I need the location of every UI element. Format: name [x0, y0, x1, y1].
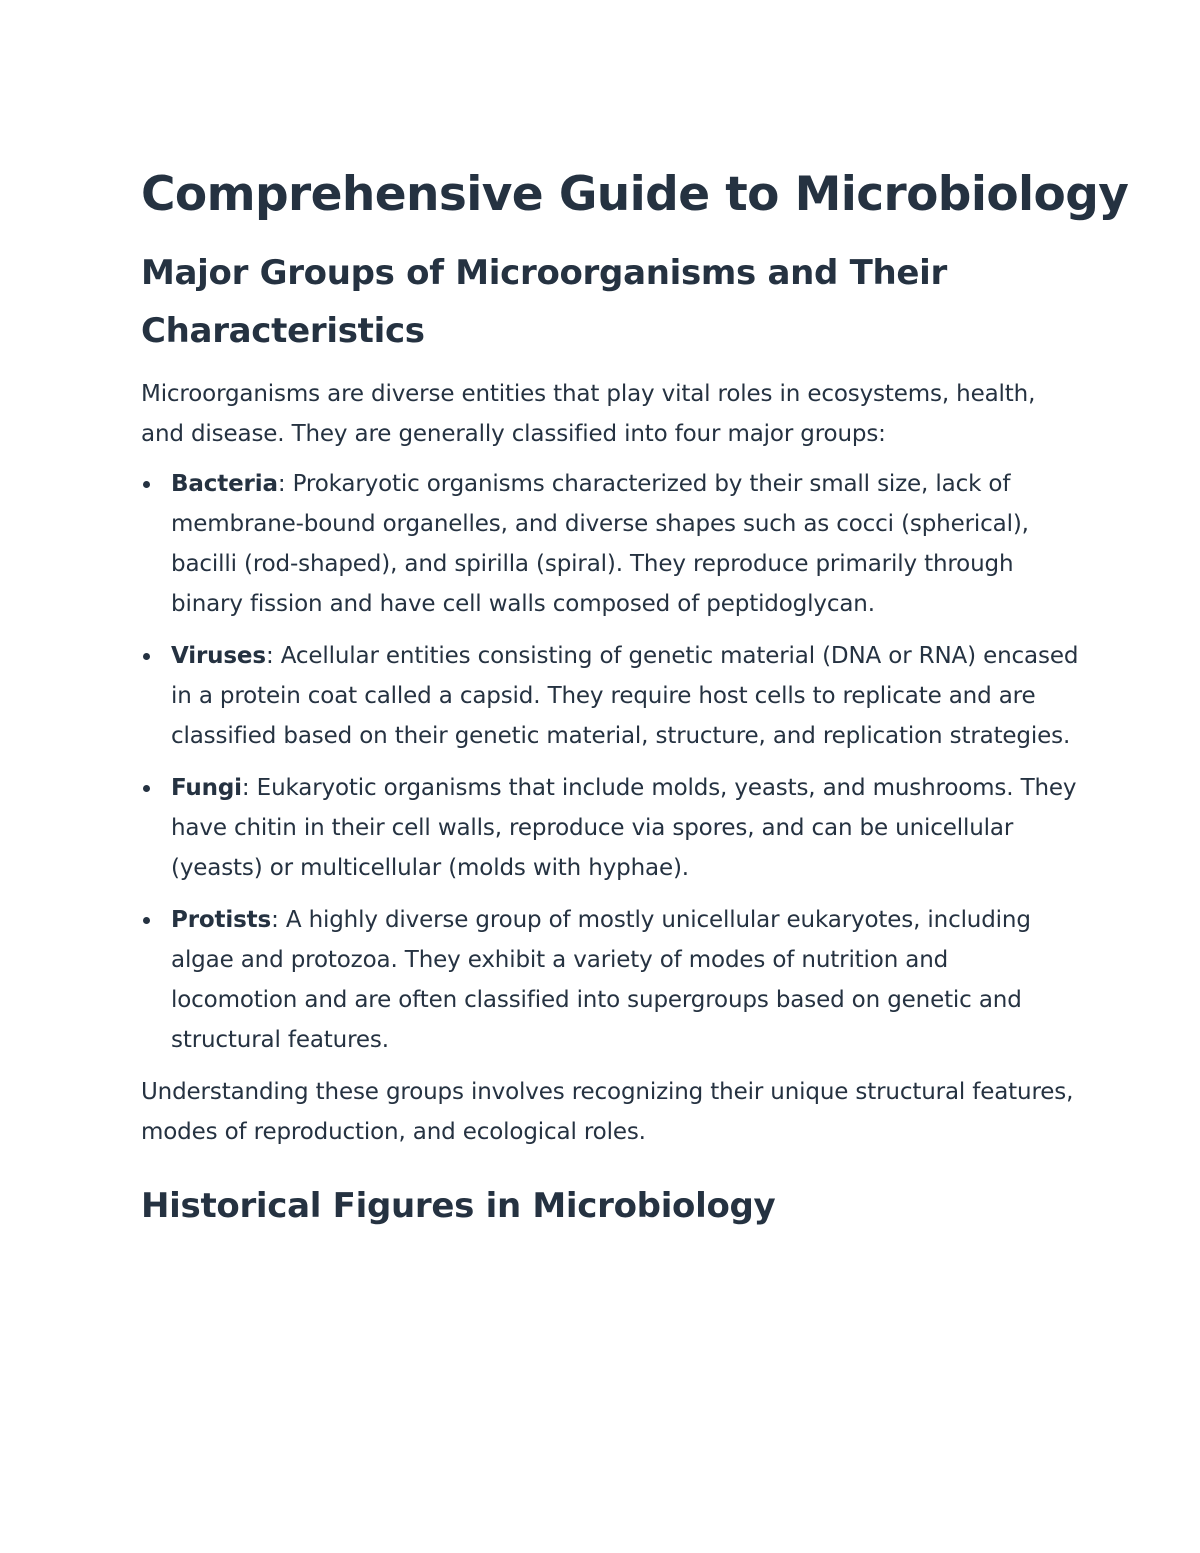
list-item-viruses [141, 636, 1081, 756]
bullet-icon [143, 653, 150, 660]
document-title: Comprehensive Guide to Microbiology [141, 167, 1129, 222]
list-item-term: Fungi [171, 775, 242, 801]
bullet-icon [143, 917, 150, 924]
list-item-text: : Prokaryotic organisms characterized by their small size, lack of membrane-bound organelles, and diverse shapes such as cocci (spherical), bacilli (rod-shaped), and spirilla (spiral). They reproduce primarily through binary fission and have cell walls composed of peptidoglycan. [171, 471, 1029, 617]
section-heading-major-groups: Major Groups of Microorganisms and Their Characteristics [141, 253, 948, 351]
list-item-term: Protists [171, 907, 272, 933]
microorganism-groups-list [141, 464, 1081, 1060]
list-item-bacteria [141, 464, 1081, 624]
list-item-term: Viruses [171, 643, 266, 669]
list-item-fungi [141, 768, 1081, 888]
list-item-protists [141, 900, 1081, 1060]
bullet-icon [143, 785, 150, 792]
document-page [141, 164, 1129, 1235]
bullet-icon [143, 481, 150, 488]
list-item-text: : A highly diverse group of mostly unicellular eukaryotes, including algae and protozoa. They exhibit a variety of modes of nutrition and locomotion and are often classified into supergroups based on genetic and structural features. [171, 907, 1031, 1053]
list-item-term: Bacteria [171, 471, 278, 497]
section-heading-historical-figures: Historical Figures in Microbiology [141, 1186, 776, 1226]
list-item-text: : Acellular entities consisting of genetic material (DNA or RNA) encased in a protein coat called a capsid. They require host cells to replicate and are classified based on their genetic material, structure, and replication strategies. [171, 643, 1079, 749]
list-item-text: : Eukaryotic organisms that include molds, yeasts, and mushrooms. They have chitin in their cell walls, reproduce via spores, and can be unicellular (yeasts) or multicellular (molds with hyphae). [171, 775, 1077, 881]
section-intro-paragraph: Microorganisms are diverse entities that play vital roles in ecosystems, health, and disease. They are generally classified into four major groups: [141, 381, 1036, 447]
section-outro-paragraph: Understanding these groups involves recognizing their unique structural features, modes of reproduction, and ecological roles. [141, 1079, 1074, 1145]
